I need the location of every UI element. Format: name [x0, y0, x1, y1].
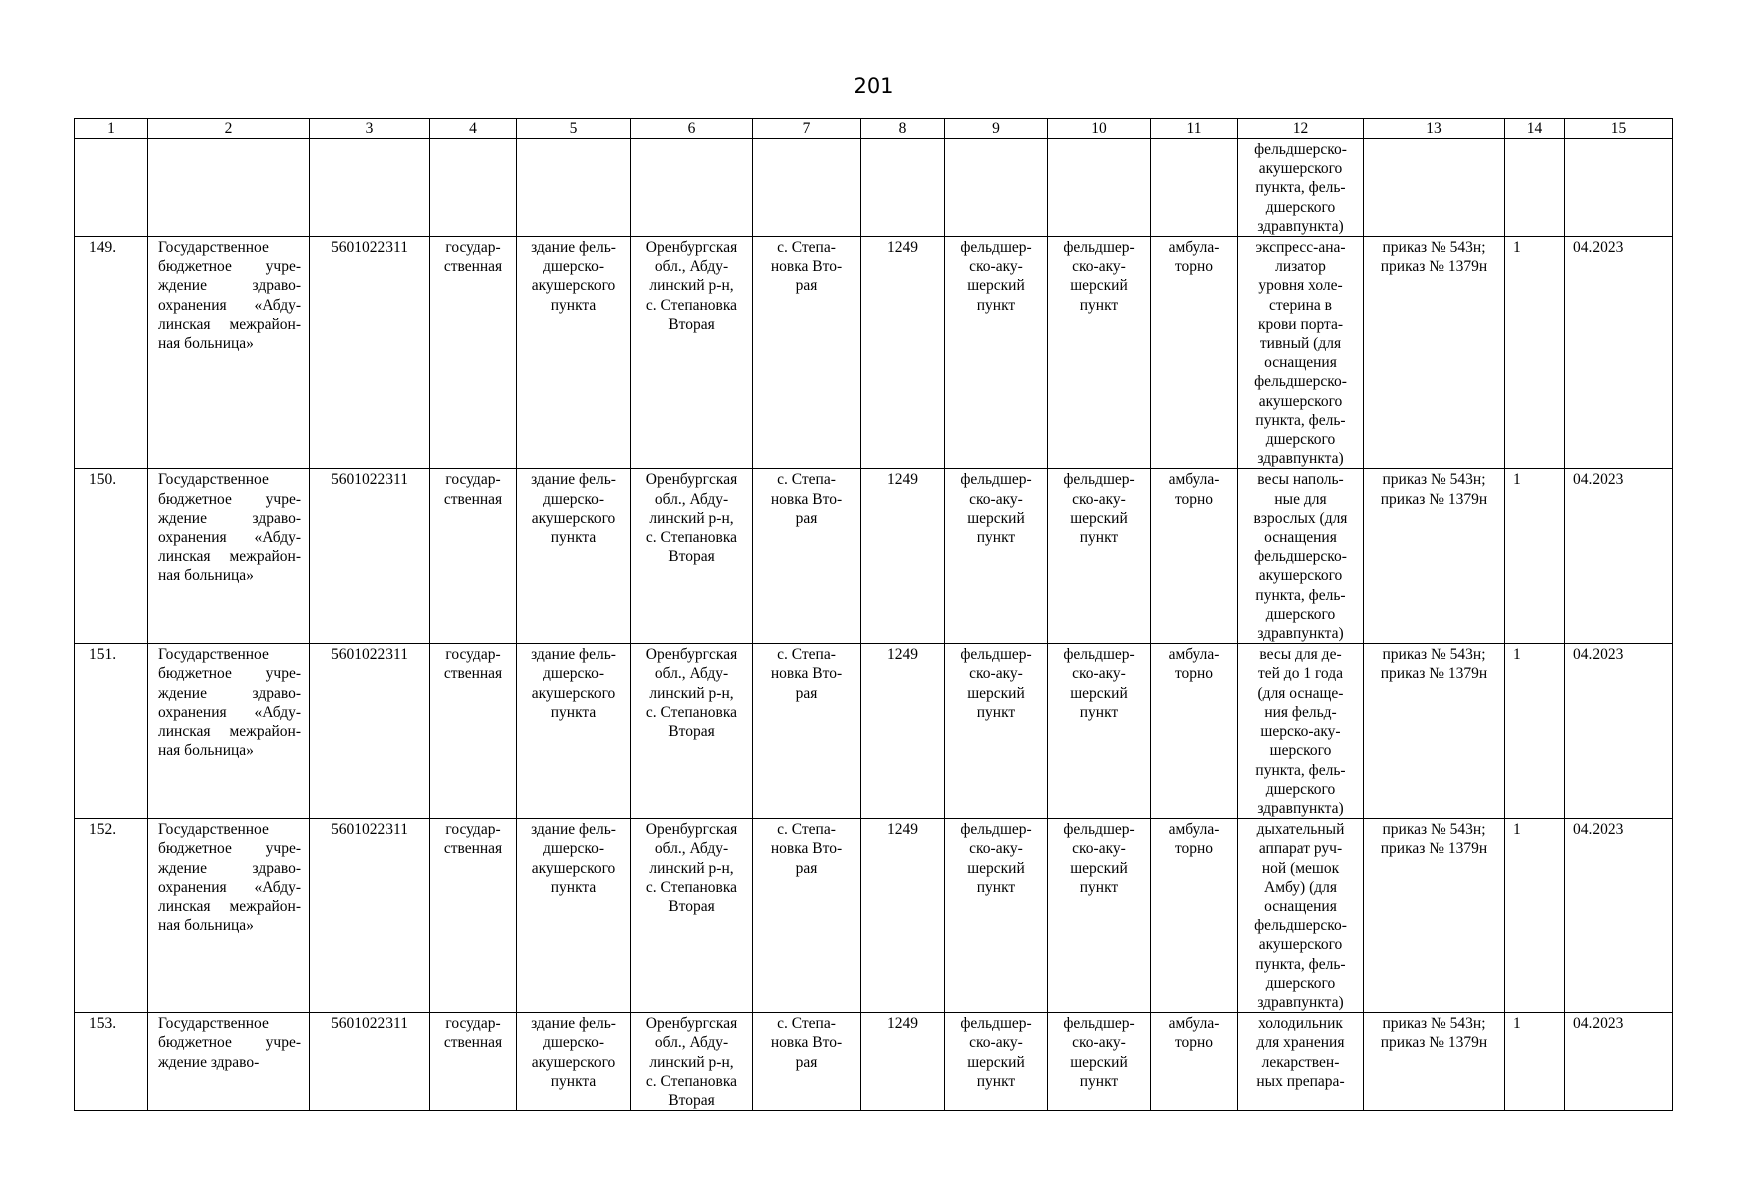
- address-cell: Оренбургская обл., Абду- линский р-н, с. Степановка Вторая: [631, 237, 753, 469]
- ownership-cell: государ- ственная: [430, 1013, 517, 1111]
- page-number: 201: [853, 74, 894, 98]
- inn-cell: 5601022311: [310, 644, 430, 819]
- date-cell: 04.2023: [1565, 819, 1673, 1013]
- empty-cell: [631, 139, 753, 237]
- locality-cell: с. Степа- новка Вто- рая: [753, 237, 861, 469]
- continuation-row: [75, 139, 1673, 237]
- column-header: 10: [1048, 119, 1151, 139]
- empty-cell: [430, 139, 517, 237]
- empty-cell: [75, 139, 148, 237]
- date-cell: 04.2023: [1565, 1013, 1673, 1111]
- ownership-cell: государ- ственная: [430, 237, 517, 469]
- equipment-cell: фельдшерско- акушерского пункта, фель- дшерского здравпункта): [1238, 139, 1364, 237]
- header-row: [75, 119, 1673, 139]
- code-cell: 1249: [861, 469, 945, 644]
- orders-cell: приказ № 543н; приказ № 1379н: [1364, 469, 1505, 644]
- empty-cell: [861, 139, 945, 237]
- locality-cell: с. Степа- новка Вто- рая: [753, 469, 861, 644]
- column-header: 6: [631, 119, 753, 139]
- num-cell: 151.: [75, 644, 148, 819]
- column-header: 4: [430, 119, 517, 139]
- ownership-cell: государ- ственная: [430, 819, 517, 1013]
- empty-cell: [945, 139, 1048, 237]
- column-header: 15: [1565, 119, 1673, 139]
- subunit-cell: фельдшер- ско-аку- шерский пункт: [1048, 644, 1151, 819]
- code-cell: 1249: [861, 1013, 945, 1111]
- column-header: 11: [1151, 119, 1238, 139]
- empty-cell: [1364, 139, 1505, 237]
- column-header: 13: [1364, 119, 1505, 139]
- inn-cell: 5601022311: [310, 819, 430, 1013]
- organization-cell: Государственное бюджетное учре-ждение здраво-охранения «Абду-линская межрайон-ная больница»: [148, 644, 310, 819]
- organization-cell: Государственное бюджетное учре-ждение здраво-охранения «Абду-линская межрайон-ная больница»: [148, 237, 310, 469]
- code-cell: 1249: [861, 644, 945, 819]
- address-cell: Оренбургская обл., Абду- линский р-н, с. Степановка Вторая: [631, 1013, 753, 1111]
- empty-cell: [310, 139, 430, 237]
- unit-cell: фельдшер- ско-аку- шерский пункт: [945, 644, 1048, 819]
- organization-cell: Государственное бюджетное учре-ждение здраво-: [148, 1013, 310, 1111]
- equipment-cell: весы для де- тей до 1 года (для оснаще- ния фельд- шерско-аку- шерского пункта, фель- дшерского здравпункта): [1238, 644, 1364, 819]
- building-cell: здание фель- дшерско- акушерского пункта: [517, 819, 631, 1013]
- date-cell: 04.2023: [1565, 644, 1673, 819]
- quantity-cell: 1: [1505, 644, 1565, 819]
- care-type-cell: амбула- торно: [1151, 469, 1238, 644]
- num-cell: 152.: [75, 819, 148, 1013]
- num-cell: 149.: [75, 237, 148, 469]
- building-cell: здание фель- дшерско- акушерского пункта: [517, 644, 631, 819]
- address-cell: Оренбургская обл., Абду- линский р-н, с. Степановка Вторая: [631, 644, 753, 819]
- care-type-cell: амбула- торно: [1151, 1013, 1238, 1111]
- unit-cell: фельдшер- ско-аку- шерский пункт: [945, 1013, 1048, 1111]
- building-cell: здание фель- дшерско- акушерского пункта: [517, 469, 631, 644]
- empty-cell: [517, 139, 631, 237]
- subunit-cell: фельдшер- ско-аку- шерский пункт: [1048, 1013, 1151, 1111]
- empty-cell: [1151, 139, 1238, 237]
- table-row: [75, 819, 1673, 1013]
- empty-cell: [1048, 139, 1151, 237]
- subunit-cell: фельдшер- ско-аку- шерский пункт: [1048, 237, 1151, 469]
- column-header: 7: [753, 119, 861, 139]
- equipment-cell: дыхательный аппарат руч- ной (мешок Амбу) (для оснащения фельдшерско- акушерского пункта, фель- дшерского здравпункта): [1238, 819, 1364, 1013]
- column-header: 3: [310, 119, 430, 139]
- num-cell: 150.: [75, 469, 148, 644]
- orders-cell: приказ № 543н; приказ № 1379н: [1364, 237, 1505, 469]
- care-type-cell: амбула- торно: [1151, 644, 1238, 819]
- locality-cell: с. Степа- новка Вто- рая: [753, 644, 861, 819]
- equipment-table: [74, 118, 1673, 1111]
- equipment-cell: экспресс-ана- лизатор уровня холе- стерина в крови порта- тивный (для оснащения фельдшерско- акушерского пункта, фель- дшерского здравпункта): [1238, 237, 1364, 469]
- quantity-cell: 1: [1505, 1013, 1565, 1111]
- empty-cell: [1565, 139, 1673, 237]
- inn-cell: 5601022311: [310, 1013, 430, 1111]
- organization-cell: Государственное бюджетное учре-ждение здраво-охранения «Абду-линская межрайон-ная больница»: [148, 819, 310, 1013]
- quantity-cell: 1: [1505, 469, 1565, 644]
- care-type-cell: амбула- торно: [1151, 819, 1238, 1013]
- table-row: [75, 237, 1673, 469]
- empty-cell: [1505, 139, 1565, 237]
- table-row: [75, 1013, 1673, 1111]
- unit-cell: фельдшер- ско-аку- шерский пункт: [945, 237, 1048, 469]
- organization-cell: Государственное бюджетное учре-ждение здраво-охранения «Абду-линская межрайон-ная больница»: [148, 469, 310, 644]
- date-cell: 04.2023: [1565, 469, 1673, 644]
- building-cell: здание фель- дшерско- акушерского пункта: [517, 1013, 631, 1111]
- inn-cell: 5601022311: [310, 469, 430, 644]
- empty-cell: [753, 139, 861, 237]
- unit-cell: фельдшер- ско-аку- шерский пункт: [945, 819, 1048, 1013]
- num-cell: 153.: [75, 1013, 148, 1111]
- column-header: 14: [1505, 119, 1565, 139]
- quantity-cell: 1: [1505, 819, 1565, 1013]
- address-cell: Оренбургская обл., Абду- линский р-н, с. Степановка Вторая: [631, 819, 753, 1013]
- inn-cell: 5601022311: [310, 237, 430, 469]
- column-header: 2: [148, 119, 310, 139]
- table-row: [75, 644, 1673, 819]
- locality-cell: с. Степа- новка Вто- рая: [753, 819, 861, 1013]
- column-header: 8: [861, 119, 945, 139]
- equipment-cell: холодильник для хранения лекарствен- ных препара-: [1238, 1013, 1364, 1111]
- equipment-cell: весы наполь- ные для взрослых (для оснащения фельдшерско- акушерского пункта, фель- дшерского здравпункта): [1238, 469, 1364, 644]
- quantity-cell: 1: [1505, 237, 1565, 469]
- table-row: [75, 469, 1673, 644]
- locality-cell: с. Степа- новка Вто- рая: [753, 1013, 861, 1111]
- code-cell: 1249: [861, 237, 945, 469]
- orders-cell: приказ № 543н; приказ № 1379н: [1364, 1013, 1505, 1111]
- orders-cell: приказ № 543н; приказ № 1379н: [1364, 644, 1505, 819]
- column-header: 9: [945, 119, 1048, 139]
- column-header: 1: [75, 119, 148, 139]
- building-cell: здание фель- дшерско- акушерского пункта: [517, 237, 631, 469]
- code-cell: 1249: [861, 819, 945, 1013]
- date-cell: 04.2023: [1565, 237, 1673, 469]
- orders-cell: приказ № 543н; приказ № 1379н: [1364, 819, 1505, 1013]
- ownership-cell: государ- ственная: [430, 644, 517, 819]
- subunit-cell: фельдшер- ско-аку- шерский пункт: [1048, 469, 1151, 644]
- column-header: 5: [517, 119, 631, 139]
- ownership-cell: государ- ственная: [430, 469, 517, 644]
- subunit-cell: фельдшер- ско-аку- шерский пункт: [1048, 819, 1151, 1013]
- address-cell: Оренбургская обл., Абду- линский р-н, с. Степановка Вторая: [631, 469, 753, 644]
- care-type-cell: амбула- торно: [1151, 237, 1238, 469]
- unit-cell: фельдшер- ско-аку- шерский пункт: [945, 469, 1048, 644]
- column-header: 12: [1238, 119, 1364, 139]
- empty-cell: [148, 139, 310, 237]
